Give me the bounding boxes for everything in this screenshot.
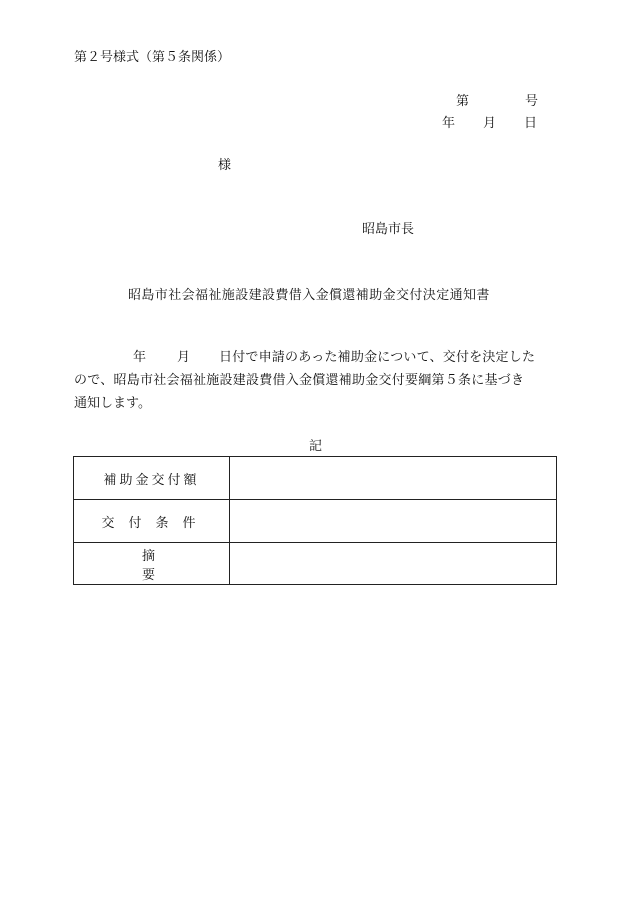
date-year-label: 年 — [442, 116, 456, 131]
body-line-3: 通知します。 — [74, 396, 151, 411]
table-row — [74, 457, 557, 500]
table-row — [74, 500, 557, 543]
form-number-label: 第２号様式（第５条関係） — [74, 50, 231, 65]
body-line-2: ので、昭島市社会福祉施設建設費借入金償還補助金交付要綱第５条に基づき — [74, 373, 525, 388]
row-label-conditions: 交付条件 — [74, 500, 230, 543]
body-month-label: 月 — [177, 350, 191, 365]
record-table — [73, 456, 557, 585]
reference-prefix: 第 — [456, 94, 470, 109]
reference-suffix: 号 — [525, 94, 539, 109]
row-label-summary: 摘要 — [74, 543, 230, 585]
body-year-label: 年 — [133, 350, 147, 365]
table-row — [74, 543, 557, 585]
record-heading: 記 — [309, 439, 323, 454]
addressee-honorific: 様 — [218, 158, 232, 173]
row-value-conditions — [230, 500, 557, 543]
body-line-1-text: 日付で申請のあった補助金について、交付を決定した — [219, 350, 536, 365]
row-value-grant-amount — [230, 457, 557, 500]
date-month-label: 月 — [483, 116, 497, 131]
date-day-label: 日 — [524, 116, 538, 131]
issuer-name: 昭島市長 — [362, 222, 415, 237]
document-title: 昭島市社会福祉施設建設費借入金償還補助金交付決定通知書 — [128, 288, 490, 303]
row-label-grant-amount: 補助金交付額 — [74, 457, 230, 500]
row-value-summary — [230, 543, 557, 585]
